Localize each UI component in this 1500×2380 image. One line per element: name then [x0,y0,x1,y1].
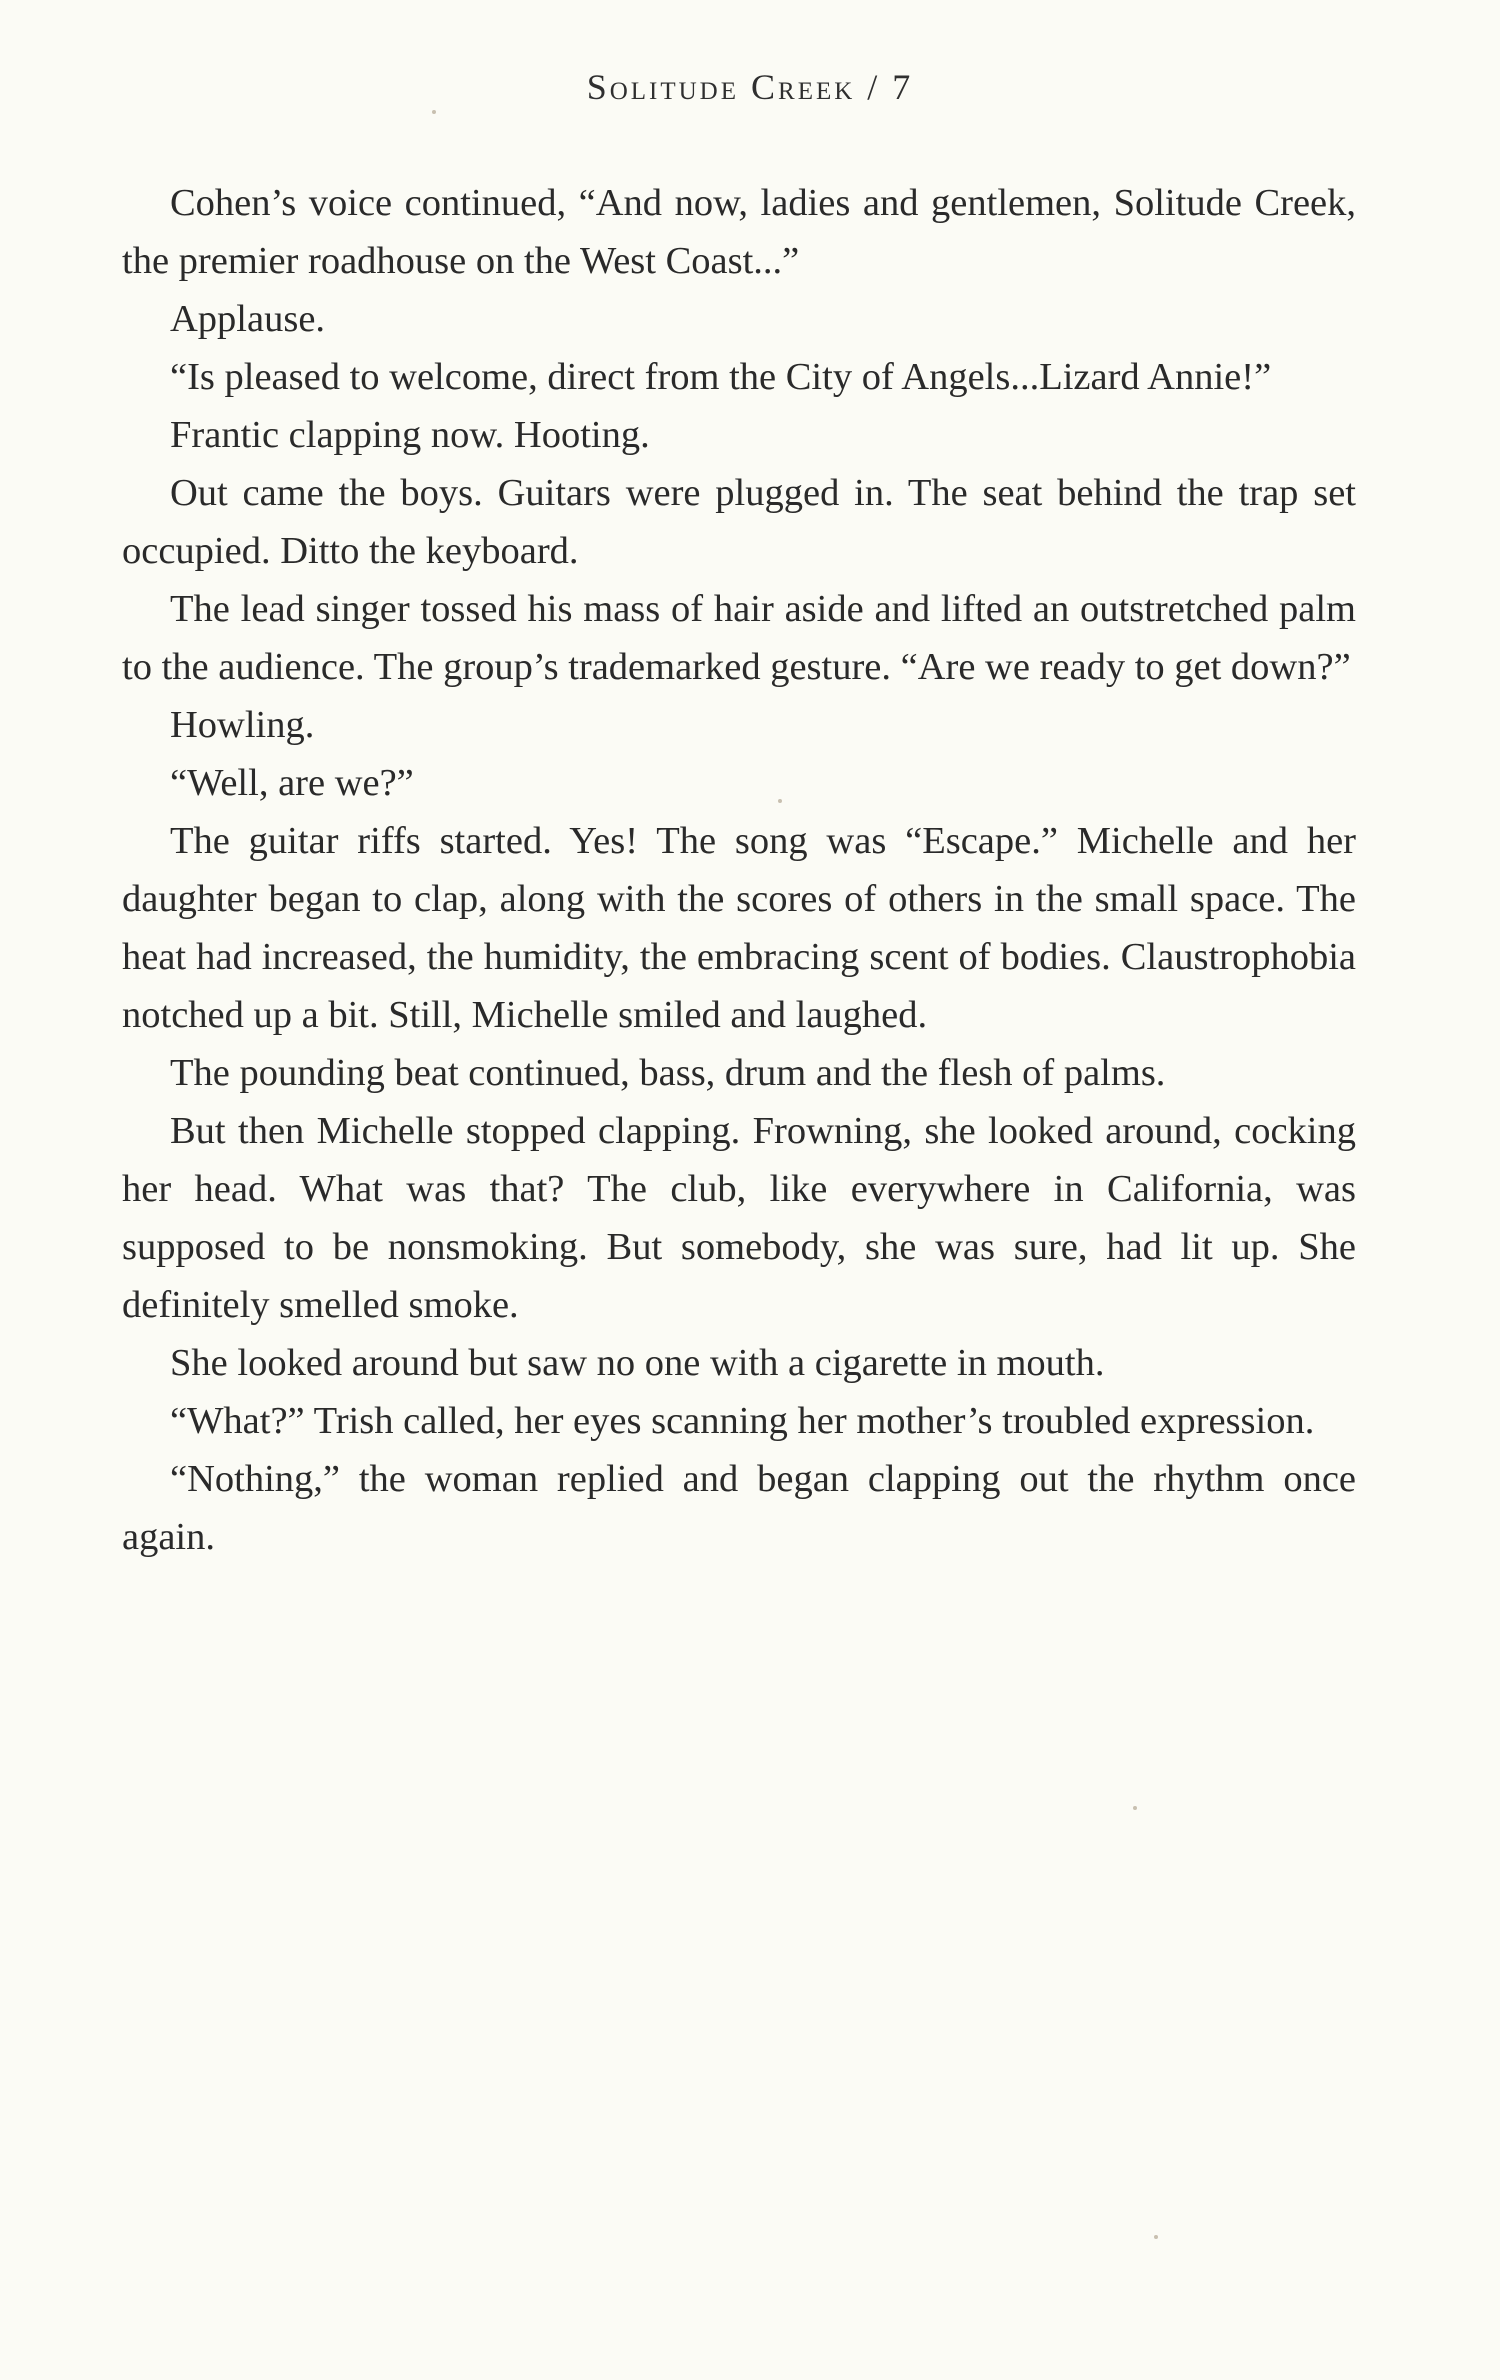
paragraph: The guitar riffs started. Yes! The song was “Escape.” Michelle and her daughter began to clap, along with the scores of others in the small space. The heat had increased, the humidity, the embracing scent of bodies. Claustrophobia notched up a bit. Still, Michelle smiled and laughed. [122,820,1356,1036]
paper-speck [432,110,436,114]
paragraph: The lead singer tossed his mass of hair aside and lifted an outstretched palm to the audience. The group’s trademarked gesture. “Are we ready to get down?” [122,588,1356,688]
paragraph: “Is pleased to welcome, direct from the City of Angels...Lizard Annie!” [170,356,1272,398]
paragraph: But then Michelle stopped clapping. Frowning, she looked around, cocking her head. What was that? The club, like everywhere in California, was supposed to be nonsmoking. But somebody, she was sure, had lit up. She definitely smelled smoke. [122,1110,1356,1326]
paragraph: “What?” Trish called, her eyes scanning her mother’s troubled expression. [170,1400,1315,1442]
paragraph: Cohen’s voice continued, “And now, ladies and gentlemen, Solitude Creek, the premier roadhouse on the West Coast...” [122,182,1356,282]
paragraph: “Nothing,” the woman replied and began clapping out the rhythm once again. [122,1458,1356,1558]
paragraph: Applause. [170,298,326,340]
body-text [122,174,1356,1566]
paper-speck [1133,1806,1137,1810]
running-head: Solitude Creek / 7 [586,67,914,107]
paragraph: Frantic clapping now. Hooting. [170,414,650,456]
paper-speck [778,799,782,803]
paragraph: Howling. [170,704,315,746]
paragraph: The pounding beat continued, bass, drum and the flesh of palms. [170,1052,1166,1094]
paragraph: Out came the boys. Guitars were plugged in. The seat behind the trap set occupied. Ditto the keyboard. [122,472,1356,572]
paragraph: “Well, are we?” [170,762,414,804]
paper-speck [1154,2235,1158,2239]
paragraph: She looked around but saw no one with a cigarette in mouth. [170,1342,1105,1384]
